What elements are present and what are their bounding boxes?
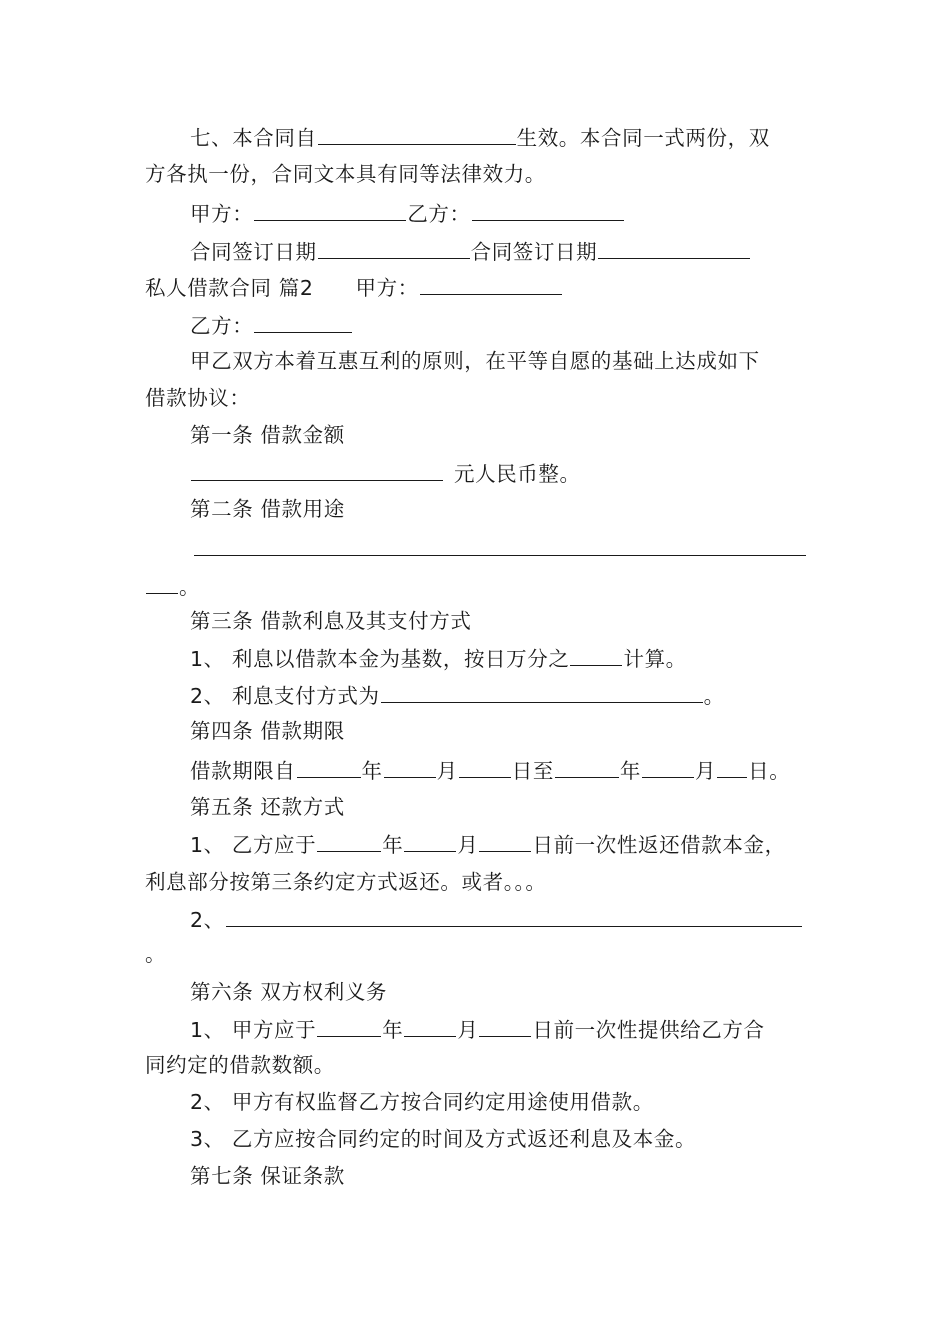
- signature-parties: [190, 202, 625, 225]
- repayment-alt-blank[interactable]: [226, 908, 802, 927]
- party-b-blank[interactable]: [472, 202, 624, 221]
- interest-rate-text: 1、 利息以借款本金为基数，按日万分之: [190, 647, 570, 671]
- repayment-text-a: 1、 乙方应于: [190, 833, 317, 857]
- signing-date-b-label: 合同签订日期: [470, 240, 598, 264]
- end-year-blank[interactable]: [555, 759, 619, 778]
- interest-payment-blank[interactable]: [381, 684, 703, 703]
- purpose-end: 。: [179, 575, 201, 599]
- end-day-blank[interactable]: [717, 759, 747, 778]
- interest-rate-line: [190, 647, 687, 670]
- signing-dates: [190, 240, 751, 263]
- contract2-party-a-label: 甲方：: [355, 276, 419, 300]
- contract2-party-a-blank[interactable]: [420, 276, 562, 295]
- start-day-blank[interactable]: [459, 759, 511, 778]
- end-day-label: 日。: [748, 759, 791, 783]
- article5-heading: 第五条 还款方式: [190, 795, 345, 819]
- loan-purpose-blank-cont[interactable]: [146, 575, 178, 594]
- loan-purpose-blank[interactable]: [194, 537, 806, 556]
- start-month-blank[interactable]: [384, 759, 436, 778]
- preamble-line1: 甲乙双方本着互惠互利的原则，在平等自愿的基础上达成如下: [190, 349, 760, 373]
- repay-year-label: 年: [382, 833, 404, 857]
- signing-date-a-blank[interactable]: [318, 240, 470, 259]
- start-year-label: 年: [361, 759, 383, 783]
- repayment-item2-end: 。: [145, 942, 167, 966]
- repayment-text-b: 日前一次性返还借款本金，: [532, 833, 786, 857]
- article1-amount: [190, 462, 581, 485]
- article1-heading: 第一条 借款金额: [190, 423, 345, 447]
- contract2-party-b-label: 乙方：: [190, 314, 254, 338]
- preamble-line2: 借款协议：: [145, 386, 251, 410]
- contract2-party-b: [190, 314, 353, 337]
- purpose-line1: [193, 537, 807, 560]
- start-month-label: 月: [436, 759, 458, 783]
- rights-item1-line2: 同约定的借款数额。: [145, 1053, 335, 1077]
- article7-line2: 方各执一份，合同文本具有同等法律效力。: [145, 162, 546, 186]
- rights-item1-text-b: 日前一次性提供给乙方合: [532, 1018, 765, 1042]
- rights-item3: 3、 乙方应按合同约定的时间及方式返还利息及本金。: [190, 1127, 697, 1151]
- provide-year-label: 年: [382, 1018, 404, 1042]
- loan-term-line: [190, 759, 790, 782]
- effective-date-blank[interactable]: [318, 126, 516, 145]
- provide-year-blank[interactable]: [317, 1018, 381, 1037]
- loan-term-from: 借款期限自: [190, 759, 296, 783]
- repay-year-blank[interactable]: [317, 833, 381, 852]
- article4-heading: 第四条 借款期限: [190, 719, 345, 743]
- article7-guarantee-heading: 第七条 保证条款: [190, 1164, 345, 1188]
- article7-text-a: 七、本合同自: [190, 126, 317, 150]
- contract2-title: 私人借款合同 篇2: [145, 276, 314, 300]
- repayment-item2: [190, 908, 803, 931]
- end-month-label: 月: [695, 759, 717, 783]
- signing-date-a-label: 合同签订日期: [190, 240, 317, 264]
- article7-line1: [190, 126, 770, 149]
- start-year-blank[interactable]: [297, 759, 361, 778]
- signing-date-b-blank[interactable]: [598, 240, 750, 259]
- party-b-label: 乙方：: [407, 202, 471, 226]
- loan-amount-blank[interactable]: [191, 462, 443, 481]
- interest-payment-end: 。: [703, 684, 725, 708]
- contract2-party-b-blank[interactable]: [254, 314, 352, 333]
- end-month-blank[interactable]: [642, 759, 694, 778]
- repayment-item2-label: 2、: [190, 908, 225, 932]
- repay-month-label: 月: [457, 833, 479, 857]
- rights-item2: 2、 甲方有权监督乙方按合同约定用途使用借款。: [190, 1090, 654, 1114]
- article2-heading: 第二条 借款用途: [190, 497, 345, 521]
- interest-rate-blank[interactable]: [570, 647, 622, 666]
- repay-month-blank[interactable]: [404, 833, 456, 852]
- party-a-label: 甲方：: [190, 202, 254, 226]
- amount-suffix: 元人民币整。: [454, 462, 581, 486]
- article6-heading: 第六条 双方权利义务: [190, 980, 388, 1004]
- article3-heading: 第三条 借款利息及其支付方式: [190, 609, 472, 633]
- interest-rate-suffix: 计算。: [623, 647, 687, 671]
- contract2-header: [145, 276, 563, 299]
- repayment-line2: 利息部分按第三条约定方式返还。或者。。。: [145, 870, 547, 894]
- purpose-line2: [145, 575, 200, 598]
- repay-day-blank[interactable]: [479, 833, 531, 852]
- provide-month-blank[interactable]: [404, 1018, 456, 1037]
- rights-item1-line1: [190, 1018, 765, 1041]
- repayment-line1: [190, 833, 786, 856]
- article7-text-b: 生效。本合同一式两份，双: [516, 126, 770, 150]
- rights-item1-text-a: 1、 甲方应于: [190, 1018, 317, 1042]
- party-a-blank[interactable]: [254, 202, 406, 221]
- start-day-to: 日至: [511, 759, 554, 783]
- end-year-label: 年: [619, 759, 642, 783]
- interest-payment-line: [190, 684, 725, 707]
- provide-month-label: 月: [457, 1018, 479, 1042]
- provide-day-blank[interactable]: [479, 1018, 531, 1037]
- interest-payment-text: 2、 利息支付方式为: [190, 684, 380, 708]
